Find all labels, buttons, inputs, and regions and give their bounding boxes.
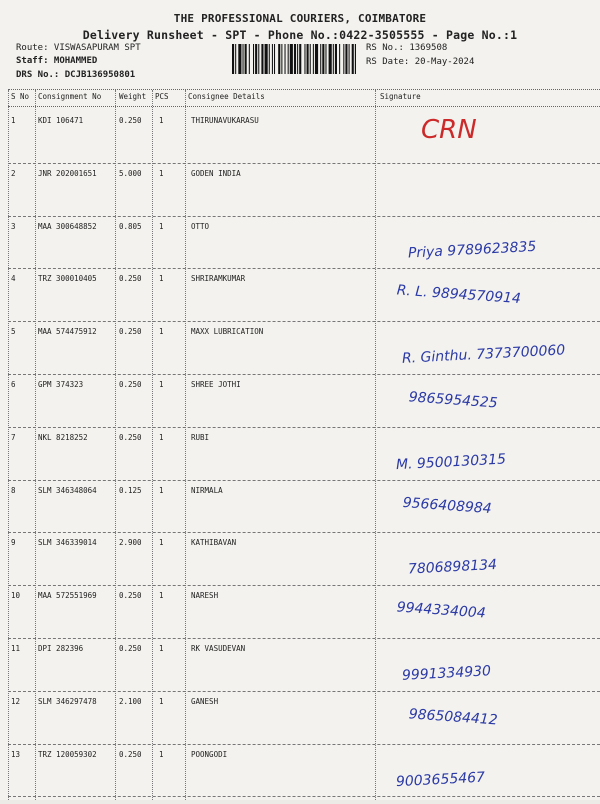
row-separator (8, 216, 600, 217)
signature-text: 7806898134 (407, 557, 498, 578)
barcode-bar (238, 44, 241, 74)
barcode-bar (320, 44, 321, 74)
row-consignment-no: JNR 202001651 (38, 168, 97, 178)
row-consignment-no: DPI 282396 (38, 644, 84, 653)
row-weight: 0.250 (119, 644, 142, 653)
barcode-image (232, 44, 356, 74)
row-consignment-no: TRZ 120059302 (38, 749, 97, 759)
barcode-bar (304, 44, 305, 74)
row-separator (8, 163, 600, 164)
barcode-bar (345, 44, 347, 74)
barcode-bar (352, 44, 354, 74)
row-consignment-no: MAA 572551969 (38, 591, 97, 601)
signature-handwriting (376, 116, 600, 166)
signature-text: 9003655467 (395, 769, 486, 790)
row-consignee: THIRUNAVUKARASU (191, 116, 259, 125)
barcode-bar (355, 44, 356, 74)
signature-handwriting (376, 486, 600, 536)
row-separator (8, 532, 600, 533)
row-pcs: 1 (159, 749, 164, 759)
row-sno: 7 (11, 432, 16, 442)
row-weight: 0.125 (119, 485, 142, 495)
signature-handwriting (376, 591, 600, 641)
row-separator (8, 374, 600, 375)
barcode-bar (253, 44, 254, 74)
row-consignee: NIRMALA (191, 485, 223, 495)
row-consignment-no: NKL 8218252 (38, 432, 88, 442)
row-separator (8, 796, 600, 797)
runsheet-subtitle: Delivery Runsheet - SPT - Phone No.:0422-3505555 - Page No.:1 (82, 28, 518, 42)
route-label: Route: VISWASAPURAM SPT (16, 43, 141, 53)
signature-handwriting (376, 327, 600, 377)
col-rule (185, 90, 186, 800)
row-weight: 0.805 (119, 221, 142, 231)
row-separator (8, 691, 600, 692)
row-separator (8, 321, 600, 322)
row-separator (8, 268, 600, 269)
row-consignee: OTTO (191, 221, 210, 231)
barcode-bar (285, 44, 286, 74)
barcode-bar (288, 44, 289, 74)
row-pcs: 1 (159, 380, 164, 389)
barcode-bar (325, 44, 326, 74)
col-rule (8, 90, 9, 800)
signature-text: M. 9500130315 (395, 451, 507, 473)
row-sno: 10 (11, 591, 21, 601)
signature-handwriting (376, 433, 600, 483)
signature-text: 9865954525 (408, 389, 499, 412)
row-weight: 0.250 (119, 591, 142, 601)
barcode-bar (290, 44, 293, 74)
row-consignment-no: MAA 300648852 (38, 221, 97, 231)
drs-number: DRS No.: DCJB136950801 (16, 70, 136, 80)
barcode-bar (329, 44, 332, 74)
barcode-bar (249, 44, 250, 74)
row-consignment-no: SLM 346297478 (38, 696, 97, 706)
row-consignee: RK VASUDEVAN (191, 644, 246, 653)
row-sno: 13 (11, 749, 21, 759)
barcode-bar (339, 44, 340, 74)
row-consignment-no: KDI 106471 (38, 116, 84, 125)
signature-handwriting (376, 169, 600, 219)
row-consignment-no: TRZ 300010405 (38, 274, 97, 284)
row-pcs: 1 (159, 696, 164, 706)
table-top-rule (8, 89, 600, 90)
signature-handwriting (376, 274, 600, 324)
row-weight: 0.250 (119, 432, 142, 442)
signature-text: 9944334004 (396, 599, 487, 622)
header-bottom-rule (8, 106, 600, 107)
barcode-bar (297, 44, 298, 74)
row-separator (8, 744, 600, 745)
row-consignee: SHREE JOTHI (191, 380, 241, 389)
signature-handwriting (376, 697, 600, 747)
barcode-bar (235, 44, 236, 74)
row-consignee: NARESH (191, 591, 219, 601)
barcode-bar (294, 44, 296, 74)
barcode-bar (349, 44, 350, 74)
row-weight: 2.900 (119, 538, 142, 548)
row-consignee: RUBI (191, 432, 210, 442)
row-sno: 5 (11, 327, 16, 337)
col-rule (152, 90, 153, 800)
signature-text: Priya 9789623835 (407, 238, 537, 262)
signature-text: 9865084412 (408, 706, 499, 729)
barcode-bar (278, 44, 280, 74)
barcode-bar (335, 44, 337, 74)
barcode-bar (322, 44, 324, 74)
rs-number: RS No.: 1369508 (366, 43, 448, 53)
barcode-bar (232, 44, 234, 74)
barcode-bar (243, 44, 244, 74)
barcode-bar (281, 44, 282, 74)
row-consignment-no: SLM 346339014 (38, 538, 97, 548)
rs-date: RS Date: 20-May-2024 (366, 57, 475, 67)
row-consignee: GODEN INDIA (191, 168, 241, 178)
barcode-bar (310, 44, 311, 74)
row-separator (8, 480, 600, 481)
barcode-bar (315, 44, 318, 74)
barcode-bar (313, 44, 314, 74)
row-weight: 5.000 (119, 168, 142, 178)
barcode-bar (333, 44, 334, 74)
row-separator (8, 638, 600, 639)
row-pcs: 1 (159, 327, 164, 337)
signature-text: R. Ginthu. 7373700060 (401, 342, 566, 368)
row-sno: 4 (11, 274, 16, 284)
signature-handwriting (376, 380, 600, 430)
barcode-bar (245, 44, 247, 74)
signature-handwriting (376, 538, 600, 588)
row-sno: 12 (11, 696, 21, 706)
barcode-bar (307, 44, 309, 74)
barcode-bar (255, 44, 257, 74)
row-separator (8, 427, 600, 428)
row-consignment-no: SLM 346348064 (38, 485, 97, 495)
row-sno: 3 (11, 221, 16, 231)
row-separator (8, 585, 600, 586)
row-weight: 0.250 (119, 116, 142, 125)
barcode-bar (265, 44, 268, 74)
row-sno: 8 (11, 485, 16, 495)
row-consignment-no: GPM 374323 (38, 380, 84, 389)
row-pcs: 1 (159, 538, 164, 548)
barcode-bar (272, 44, 273, 74)
row-pcs: 1 (159, 432, 164, 442)
col-header-pcs: PCS (155, 92, 169, 101)
signature-handwriting (376, 644, 600, 694)
row-consignment-no: MAA 574475912 (38, 327, 97, 337)
barcode-bar (258, 44, 259, 74)
signature-text: 9991334930 (401, 663, 492, 684)
row-pcs: 1 (159, 168, 164, 178)
row-consignee: MAXX LUBRICATION (191, 327, 264, 337)
row-sno: 9 (11, 538, 16, 548)
staff-label: Staff: MOHAMMED (16, 56, 98, 66)
barcode-bar (269, 44, 270, 74)
row-pcs: 1 (159, 591, 164, 601)
row-consignee: SHRIRAMKUMAR (191, 274, 246, 284)
signature-text: 9566408984 (402, 494, 493, 517)
row-consignee: POONGODI (191, 749, 228, 759)
signature-handwriting (376, 750, 600, 800)
col-header-consignee: Consignee Details (188, 92, 265, 101)
row-weight: 0.250 (119, 380, 142, 389)
col-header-consignment: Consignment No (38, 92, 102, 101)
col-header-signature: Signature (380, 92, 421, 101)
row-sno: 6 (11, 380, 16, 389)
row-pcs: 1 (159, 116, 164, 125)
row-consignee: GANESH (191, 696, 219, 706)
barcode-bar (274, 44, 275, 74)
signature-text: CRN (421, 115, 477, 145)
barcode-bar (343, 44, 344, 74)
row-weight: 2.100 (119, 696, 142, 706)
row-pcs: 1 (159, 221, 164, 231)
row-pcs: 1 (159, 485, 164, 495)
col-header-weight: Weight (119, 92, 147, 101)
col-header-sno: S No (11, 92, 30, 101)
row-weight: 0.250 (119, 274, 142, 284)
barcode-bar (299, 44, 301, 74)
row-consignee: KATHIBAVAN (191, 538, 237, 548)
row-weight: 0.250 (119, 749, 142, 759)
row-sno: 2 (11, 168, 16, 178)
signature-handwriting (376, 222, 600, 272)
row-weight: 0.250 (119, 327, 142, 337)
row-pcs: 1 (159, 644, 164, 653)
row-pcs: 1 (159, 274, 164, 284)
col-rule (115, 90, 116, 800)
col-rule (35, 90, 36, 800)
row-sno: 11 (11, 644, 21, 653)
signature-text: R. L. 9894570914 (396, 282, 522, 308)
barcode-bar (261, 44, 263, 74)
row-sno: 1 (11, 116, 16, 125)
company-title: THE PROFESSIONAL COURIERS, COIMBATORE (173, 12, 427, 25)
